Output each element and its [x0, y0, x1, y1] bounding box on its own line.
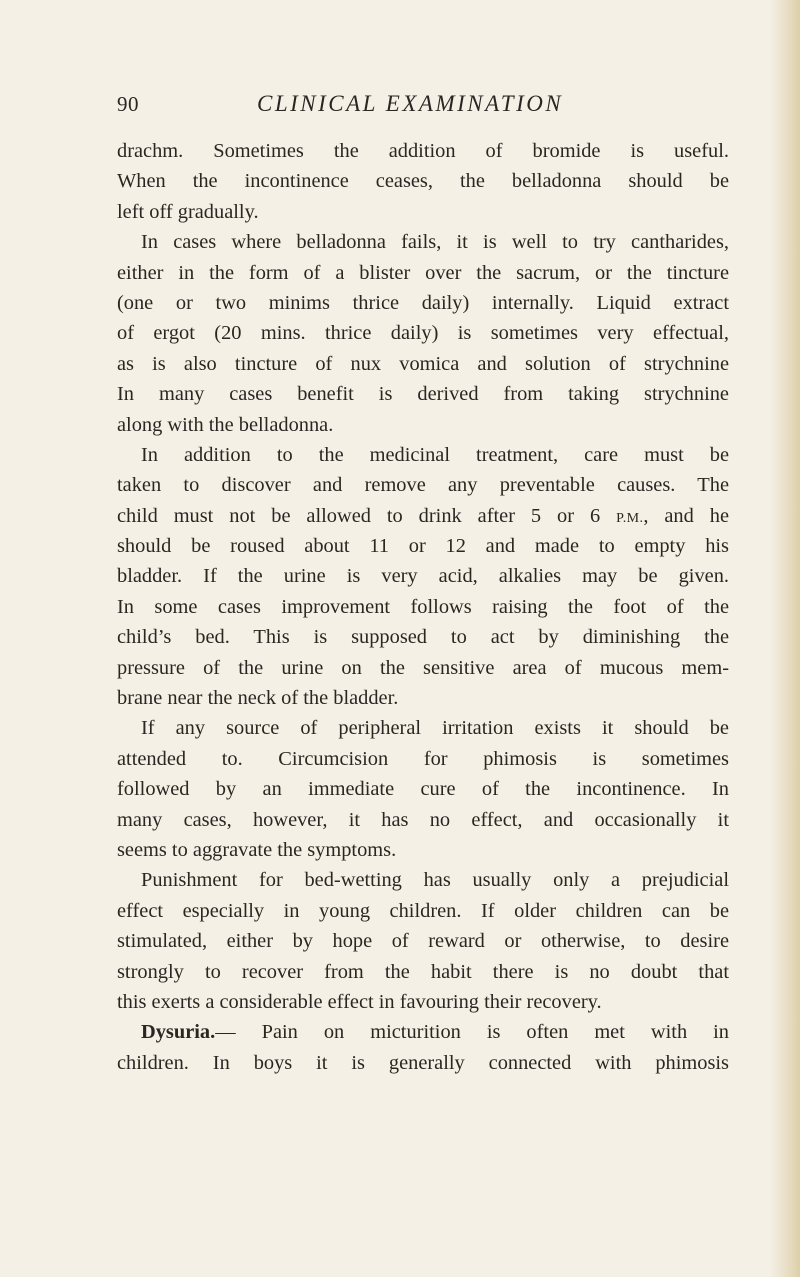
- text-line: should be roused about 11 or 12 and made to empty his: [117, 535, 729, 558]
- text-line: In cases where belladonna fails, it is well to try cantharides,: [141, 231, 729, 254]
- text-line: If any source of peripheral irritation exists it should be: [141, 717, 729, 740]
- text-segment: child must not be allowed to drink after 5 or 6: [117, 504, 617, 527]
- page-number: 90: [117, 92, 139, 116]
- text-line: taken to discover and remove any preventable causes. The: [117, 474, 729, 497]
- text-line: followed by an immediate cure of the incontinence. In: [117, 778, 729, 801]
- text-segment: , and he: [643, 504, 729, 527]
- text-line: as is also tincture of nux vomica and solution of strychnine: [117, 352, 729, 375]
- text-line: of ergot (20 mins. thrice daily) is sometimes very effectual,: [117, 322, 729, 345]
- page-header: [117, 88, 717, 120]
- small-caps-time: P.M.: [616, 510, 644, 526]
- text-line: many cases, however, it has no effect, and occasionally it: [117, 808, 729, 831]
- text-line: When the incontinence ceases, the belladonna should be: [117, 170, 729, 193]
- text-line: seems to aggravate the symptoms.: [117, 838, 397, 861]
- text-line: this exerts a considerable effect in favouring their recovery.: [117, 990, 602, 1013]
- text-line: pressure of the urine on the sensitive area of mucous mem-: [117, 656, 729, 679]
- text-line: In some cases improvement follows raising the foot of the: [117, 595, 729, 618]
- text-line: stimulated, either by hope of reward or otherwise, to desire: [117, 930, 729, 953]
- text-line: Punishment for bed-wetting has usually only a prejudicial: [141, 869, 729, 892]
- text-line: children. In boys it is generally connected with phimosis: [117, 1051, 729, 1074]
- text-line: (one or two minims thrice daily) internally. Liquid extract: [117, 291, 729, 314]
- body-text: [117, 136, 729, 1078]
- text-line: bladder. If the urine is very acid, alkalies may be given.: [117, 565, 729, 588]
- text-line: strongly to recover from the habit there is no doubt that: [117, 960, 729, 983]
- text-line: In addition to the medicinal treatment, care must be: [141, 443, 729, 466]
- text-line: In many cases benefit is derived from taking strychnine: [117, 383, 729, 406]
- text-line: [117, 501, 729, 531]
- page-edge-shadow: [770, 0, 800, 1277]
- text-line: along with the belladonna.: [117, 413, 334, 436]
- run-in-heading-dysuria: Dysuria.: [141, 1021, 216, 1044]
- text-line: either in the form of a blister over the sacrum, or the tincture: [117, 261, 729, 284]
- text-segment: — Pain on micturition is often met with in: [215, 1021, 729, 1044]
- running-head: CLINICAL EXAMINATION: [257, 91, 564, 116]
- text-line: drachm. Sometimes the addition of bromide is useful.: [117, 140, 729, 162]
- text-line: effect especially in young children. If older children can be: [117, 899, 729, 922]
- text-line: child’s bed. This is supposed to act by diminishing the: [117, 626, 729, 649]
- text-line: left off gradually.: [117, 200, 259, 223]
- text-line: [117, 1017, 729, 1047]
- text-line: brane near the neck of the bladder.: [117, 687, 399, 710]
- text-line: attended to. Circumcision for phimosis is sometimes: [117, 747, 729, 770]
